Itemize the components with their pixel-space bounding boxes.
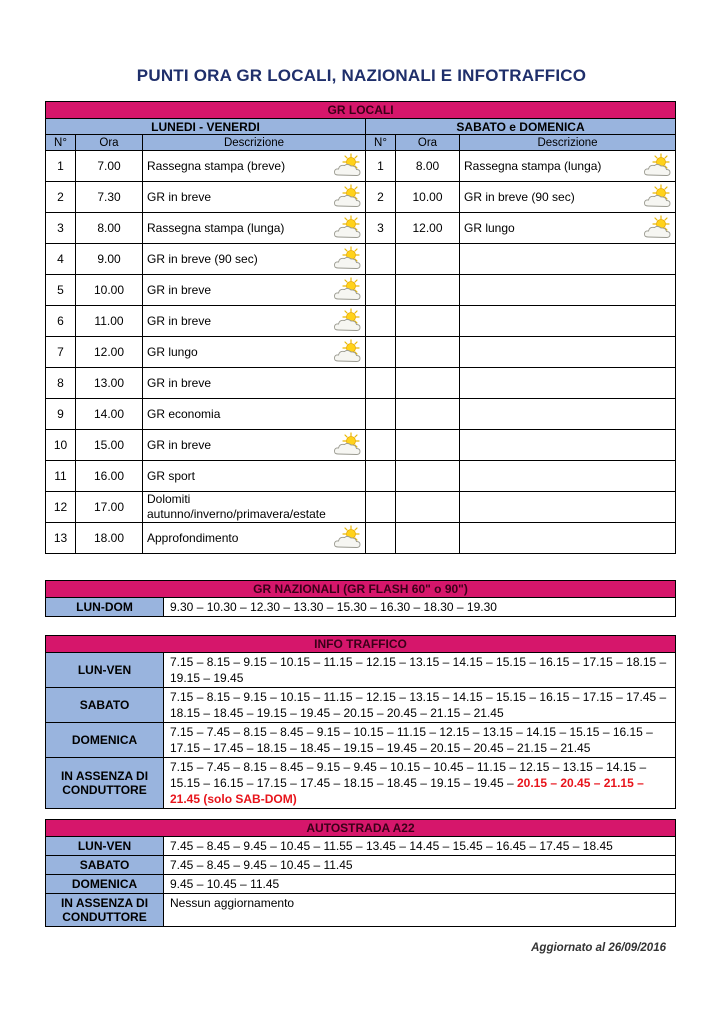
description-text: Approfondimento	[147, 531, 239, 545]
row-time	[396, 306, 460, 337]
table-row	[46, 337, 676, 368]
row-description	[143, 430, 366, 461]
partly-sunny-icon	[332, 525, 362, 551]
table-row	[46, 399, 676, 430]
row-label: LUN-VEN	[46, 837, 164, 856]
description-text: GR in breve	[147, 376, 212, 390]
gr-nazionali-table	[45, 580, 676, 617]
table-row	[46, 688, 676, 723]
row-label: DOMENICA	[46, 723, 164, 758]
row-number: 6	[46, 306, 76, 337]
weekday-header: LUNEDI - VENERDI	[46, 119, 366, 135]
row-description	[143, 399, 366, 430]
row-number: 8	[46, 368, 76, 399]
col-ora-header: Ora	[396, 135, 460, 151]
description-text: GR lungo	[147, 345, 198, 359]
row-time: 12.00	[396, 213, 460, 244]
row-number: 13	[46, 523, 76, 554]
info-traffico-table	[45, 635, 676, 809]
table-row	[46, 856, 676, 875]
row-label: IN ASSENZA DI CONDUTTORE	[46, 758, 164, 809]
row-time	[396, 337, 460, 368]
partly-sunny-icon	[332, 184, 362, 210]
row-number	[366, 368, 396, 399]
times-normal: 7.15 – 7.45 – 8.15 – 8.45 – 9.15 – 9.45 – 10.15 – 10.45 – 11.15 – 12.15 – 13.15 – 14.15 – 15.15 – 16.15 – 17.15 – 17.45 – 18.15 – 18.45 – 19.15 – 19.45 –	[170, 760, 647, 790]
times-cell: 7.15 – 8.15 – 9.15 – 10.15 – 11.15 – 12.15 – 13.15 – 14.15 – 15.15 – 16.15 – 17.15 – 17.45 – 18.15 – 18.45 – 19.15 – 19.45 – 20.15 – 20.45 – 21.15 – 21.45	[164, 688, 676, 723]
red-time: 20.15	[516, 776, 547, 790]
page-title: PUNTI ORA GR LOCALI, NAZIONALI E INFOTRAFFICO	[136, 66, 587, 85]
table-row	[46, 837, 676, 856]
row-number	[366, 461, 396, 492]
description-text: GR lungo	[464, 221, 515, 235]
partly-sunny-icon	[642, 184, 672, 210]
row-number: 7	[46, 337, 76, 368]
row-time	[396, 523, 460, 554]
red-sep: –	[590, 776, 604, 790]
row-label: IN ASSENZA DI CONDUTTORE	[46, 894, 164, 927]
row-time	[396, 368, 460, 399]
row-label: SABATO	[46, 688, 164, 723]
row-description	[460, 399, 676, 430]
description-text: GR in breve	[147, 283, 212, 297]
row-number	[366, 430, 396, 461]
row-description	[460, 275, 676, 306]
gr-locali-header: GR LOCALI	[46, 102, 676, 119]
description-text: Rassegna stampa (lunga)	[464, 159, 602, 173]
row-time: 12.00	[76, 337, 143, 368]
row-description	[143, 244, 366, 275]
row-time	[396, 244, 460, 275]
table-row	[46, 275, 676, 306]
row-time: 7.00	[76, 151, 143, 182]
description-text: GR in breve	[147, 438, 212, 452]
times-cell: 9.30 – 10.30 – 12.30 – 13.30 – 15.30 – 16.30 – 18.30 – 19.30	[164, 598, 676, 617]
row-time	[396, 461, 460, 492]
times-cell: 9.45 – 10.45 – 11.45	[164, 875, 676, 894]
description-text: Dolomiti autunno/inverno/primavera/estate	[147, 492, 326, 521]
row-time: 9.00	[76, 244, 143, 275]
row-description	[460, 182, 676, 213]
times-cell: 7.45 – 8.45 – 9.45 – 10.45 – 11.45	[164, 856, 676, 875]
description-text: GR in breve (90 sec)	[464, 190, 575, 204]
row-number	[366, 275, 396, 306]
description-text: GR in breve	[147, 314, 212, 328]
gr-locali-table	[45, 101, 676, 554]
table-row	[46, 523, 676, 554]
row-number	[366, 244, 396, 275]
row-description	[143, 368, 366, 399]
times-cell: 7.15 – 7.45 – 8.15 – 8.45 – 9.15 – 10.15 – 11.15 – 12.15 – 13.15 – 14.15 – 15.15 – 16.15 – 17.15 – 17.45 – 18.15 – 18.45 – 19.15 – 19.45 – 20.15 – 20.45 – 21.15 – 21.45	[164, 723, 676, 758]
table-row	[46, 894, 676, 927]
times-cell: Nessun aggiornamento	[164, 894, 676, 927]
red-sep: –	[547, 776, 561, 790]
row-time: 8.00	[396, 151, 460, 182]
autostrada-table	[45, 819, 676, 927]
partly-sunny-icon	[642, 215, 672, 241]
row-label: DOMENICA	[46, 875, 164, 894]
row-description	[143, 213, 366, 244]
row-time: 10.00	[396, 182, 460, 213]
row-description	[460, 337, 676, 368]
row-description	[143, 461, 366, 492]
row-number: 5	[46, 275, 76, 306]
row-number: 12	[46, 492, 76, 523]
row-time	[396, 275, 460, 306]
row-number	[366, 306, 396, 337]
description-text: GR in breve	[147, 190, 212, 204]
row-time: 11.00	[76, 306, 143, 337]
partly-sunny-icon	[332, 432, 362, 458]
row-description	[143, 151, 366, 182]
row-description	[460, 244, 676, 275]
row-time	[396, 492, 460, 523]
table-row	[46, 758, 676, 809]
table-row	[46, 306, 676, 337]
row-number	[366, 523, 396, 554]
gr-nazionali-header: GR NAZIONALI (GR FLASH 60" o 90")	[46, 581, 676, 598]
row-time: 17.00	[76, 492, 143, 523]
row-number: 2	[366, 182, 396, 213]
partly-sunny-icon	[332, 277, 362, 303]
row-number: 1	[366, 151, 396, 182]
row-number: 4	[46, 244, 76, 275]
partly-sunny-icon	[332, 215, 362, 241]
row-number: 3	[46, 213, 76, 244]
row-number	[366, 492, 396, 523]
col-ora-header: Ora	[76, 135, 143, 151]
red-time: 21.15	[603, 776, 634, 790]
row-number: 3	[366, 213, 396, 244]
table-row	[46, 723, 676, 758]
partly-sunny-icon	[332, 339, 362, 365]
table-row	[46, 430, 676, 461]
partly-sunny-icon	[642, 153, 672, 179]
row-time: 10.00	[76, 275, 143, 306]
col-desc-header: Descrizione	[143, 135, 366, 151]
description-text: Rassegna stampa (lunga)	[147, 221, 285, 235]
row-number: 11	[46, 461, 76, 492]
partly-sunny-icon	[332, 308, 362, 334]
row-description	[460, 523, 676, 554]
col-n-header: N°	[366, 135, 396, 151]
row-time: 7.30	[76, 182, 143, 213]
row-number: 10	[46, 430, 76, 461]
table-row	[46, 151, 676, 182]
row-number	[366, 399, 396, 430]
row-time: 15.00	[76, 430, 143, 461]
row-time: 8.00	[76, 213, 143, 244]
row-time	[396, 399, 460, 430]
weekend-header: SABATO e DOMENICA	[366, 119, 676, 135]
updated-note: Aggiornato al 26/09/2016	[531, 942, 666, 954]
partly-sunny-icon	[332, 246, 362, 272]
row-time: 13.00	[76, 368, 143, 399]
row-description	[460, 430, 676, 461]
row-number: 2	[46, 182, 76, 213]
row-description	[460, 306, 676, 337]
description-text: GR sport	[147, 469, 196, 483]
description-text: Rassegna stampa (breve)	[147, 159, 286, 173]
row-time	[396, 430, 460, 461]
table-row	[46, 182, 676, 213]
row-number: 9	[46, 399, 76, 430]
row-label: SABATO	[46, 856, 164, 875]
row-description	[460, 213, 676, 244]
table-row	[46, 368, 676, 399]
row-description	[143, 275, 366, 306]
row-description	[460, 461, 676, 492]
col-n-header: N°	[46, 135, 76, 151]
red-sep: –	[633, 776, 644, 790]
row-label: LUN-VEN	[46, 653, 164, 688]
table-row	[46, 461, 676, 492]
row-number: 1	[46, 151, 76, 182]
row-description	[143, 523, 366, 554]
partly-sunny-icon	[332, 153, 362, 179]
table-row	[46, 213, 676, 244]
row-label: LUN-DOM	[46, 598, 164, 617]
row-time: 18.00	[76, 523, 143, 554]
table-row	[46, 492, 676, 523]
table-row	[46, 875, 676, 894]
times-cell: 7.45 – 8.45 – 9.45 – 10.45 – 11.55 – 13.45 – 14.45 – 15.45 – 16.45 – 17.45 – 18.45	[164, 837, 676, 856]
row-description	[143, 337, 366, 368]
row-description	[143, 182, 366, 213]
row-time: 16.00	[76, 461, 143, 492]
row-description	[460, 151, 676, 182]
autostrada-header: AUTOSTRADA A22	[46, 820, 676, 837]
description-text: GR in breve (90 sec)	[147, 252, 258, 266]
col-desc-header: Descrizione	[460, 135, 676, 151]
times-cell: 7.15 – 8.15 – 9.15 – 10.15 – 11.15 – 12.15 – 13.15 – 14.15 – 15.15 – 16.15 – 17.15 – 18.15 – 19.15 – 19.45	[164, 653, 676, 688]
info-traffico-header: INFO TRAFFICO	[46, 636, 676, 653]
times-cell	[164, 758, 676, 809]
red-time: 20.45	[560, 776, 591, 790]
row-time: 14.00	[76, 399, 143, 430]
description-text: GR economia	[147, 407, 221, 421]
row-description	[460, 368, 676, 399]
row-description	[460, 492, 676, 523]
table-row	[46, 653, 676, 688]
row-description	[143, 306, 366, 337]
row-number	[366, 337, 396, 368]
red-time: 21.45 (solo SAB-DOM)	[170, 792, 297, 806]
table-row	[46, 244, 676, 275]
row-description	[143, 492, 366, 523]
